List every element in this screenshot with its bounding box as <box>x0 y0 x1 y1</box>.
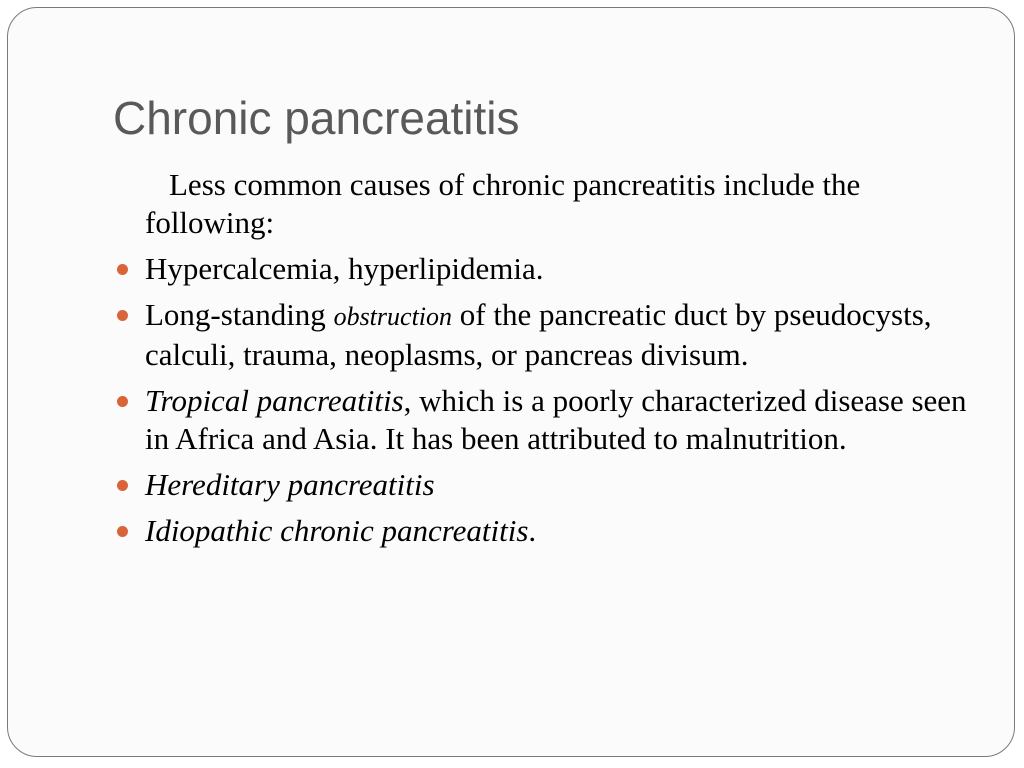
bullet-dot-icon <box>117 480 128 491</box>
bullet-item-idiopathic <box>114 512 974 550</box>
bullet-dot-icon <box>117 396 128 407</box>
bullet-text-post: of the pancreatic duct by pseudocysts, calculi, trauma, neoplasms, or pancreas divisum. <box>145 297 932 372</box>
bullet-text-emphasis: Hereditary pancreatitis <box>145 467 435 502</box>
bullet-item-obstruction <box>114 296 974 374</box>
bullet-text-pre: Long-standing <box>145 297 334 332</box>
bullet-text-post: , which is a poorly characterized disease seen in Africa and Asia. It has been attributed to malnutrition. <box>145 383 967 456</box>
bullet-text-post: . <box>528 513 537 548</box>
bullet-text: Hypercalcemia, hyperlipidemia. <box>145 251 544 286</box>
bullet-text-emphasis: Idiopathic chronic pancreatitis <box>145 513 529 548</box>
slide-title: Chronic pancreatitis <box>113 92 520 144</box>
bullet-item-tropical <box>114 382 974 458</box>
bullet-dot-icon <box>117 526 128 537</box>
bullet-dot-icon <box>117 264 128 275</box>
intro-paragraph: Less common causes of chronic pancreatitis include the following: <box>145 167 861 240</box>
bullet-item-hypercalcemia <box>114 250 974 288</box>
slide <box>7 7 1015 757</box>
bullet-item-hereditary <box>114 466 974 504</box>
bullet-dot-icon <box>117 310 128 321</box>
bullet-text-emphasis: obstruction <box>333 302 453 331</box>
bullet-list <box>114 250 974 550</box>
bullet-text-emphasis: Tropical pancreatitis <box>145 383 404 418</box>
slide-body <box>114 166 974 558</box>
